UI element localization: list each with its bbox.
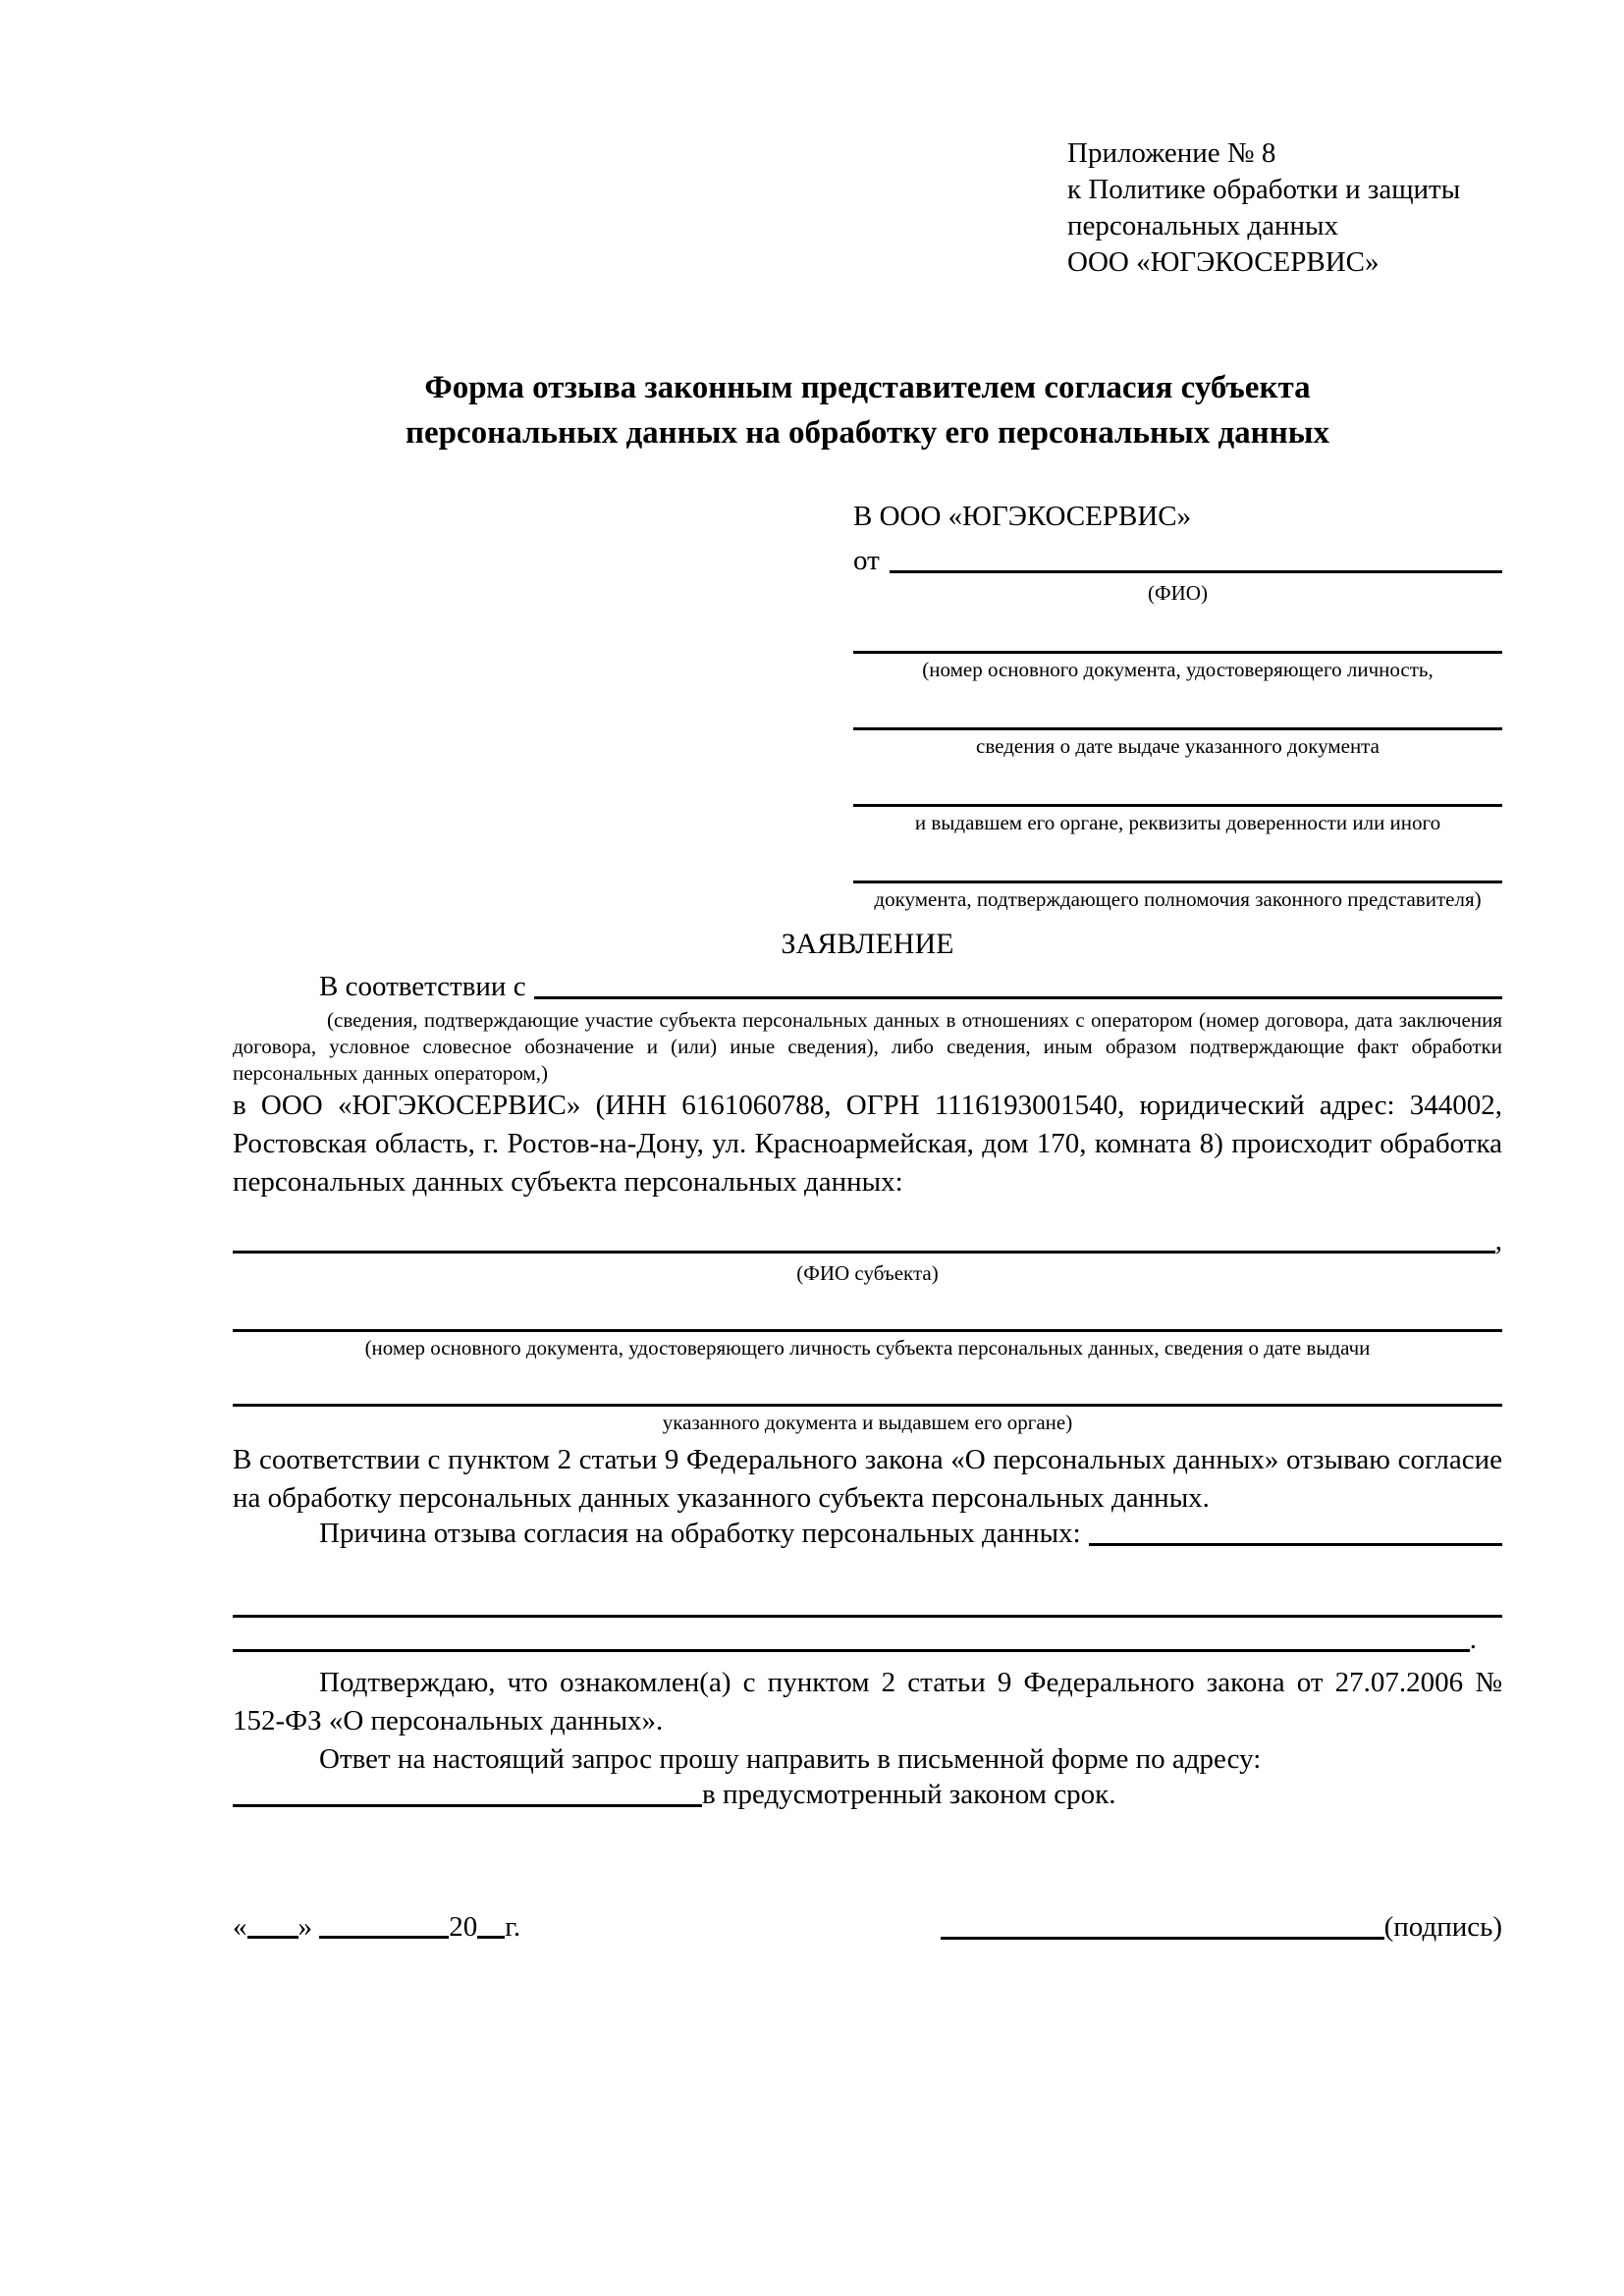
in-accordance-blank (534, 996, 1502, 999)
field-caption-issue-date: сведения о дате выдаче указанного документа (976, 734, 1380, 758)
addressee-to: В ООО «ЮГЭКОСЕРВИС» (853, 501, 1192, 532)
from-name-blank (890, 570, 1502, 573)
addressee-block (853, 501, 1502, 912)
confirm-paragraph: Подтверждаю, что ознакомлен(а) с пунктом 2 статьи 9 Федерального закона от 27.07.2006 № 152-ФЗ «О персональных данных». (233, 1667, 1502, 1736)
response-address-line (233, 1779, 1502, 1811)
date-day-blank (247, 1936, 298, 1939)
reason-label: Причина отзыва согласия на обработку персональных данных: (319, 1518, 1081, 1549)
subject-name-blank (233, 1251, 1495, 1254)
subject-caption-fio: (ФИО субъекта) (796, 1261, 939, 1285)
document-number-blank (853, 606, 1502, 654)
field-caption-fio: (ФИО) (1148, 581, 1208, 605)
date-quote-open: « (233, 1911, 247, 1943)
date-quote-close: » (298, 1911, 312, 1943)
document-content (233, 0, 1502, 1944)
from-label: от (853, 545, 880, 576)
operator-paragraph: в ООО «ЮГЭКОСЕРВИС» (ИНН 6161060788, ОГРН 1116193001540, юридический адрес: 344002, Ростовская область, г. Ростов-на-Дону, ул. Красноармейская, дом 170, комната 8) происходит обработка персональных данных субъекта персональных данных: (233, 1090, 1502, 1198)
withdrawal-paragraph: В соответствии с пунктом 2 статьи 9 Федерального закона «О персональных данных» отзываю согласие на обработку персональных данных указанного субъекта персональных данных. (233, 1444, 1502, 1514)
fine-print-note: (сведения, подтверждающие участие субъекта персональных данных в отношениях с оператором (номер договора, дата заключения договора, условное словесное обозначение и (или) иные сведения), либо сведения, иным образом подтверждающие факт обработки персональных данных оператором,) (233, 1008, 1502, 1085)
statement-heading: ЗАЯВЛЕНИЕ (781, 928, 954, 960)
signature-blank (941, 1937, 1384, 1940)
field-caption-authority: и выдавшем его органе, реквизиты доверенности или иного (914, 811, 1441, 834)
document-title: Форма отзыва законным представителем согласия субъекта персональных данных на обработку его персональных данных (406, 370, 1329, 451)
subject-name-line (233, 1225, 1502, 1257)
reason-blank (1089, 1543, 1502, 1546)
date-year-blank (477, 1936, 505, 1939)
response-suffix: в предусмотренный законом срок. (702, 1779, 1116, 1810)
in-accordance-label: В соответствии с (319, 971, 526, 1002)
date-month-blank (319, 1936, 449, 1939)
reason-continuation-line-2 (233, 1624, 1502, 1656)
reason-continuation-blank-2 (233, 1649, 1470, 1652)
response-paragraph: Ответ на настоящий запрос прошу направить в письменной форме по адресу: (319, 1743, 1262, 1775)
subject-authority-blank (233, 1361, 1502, 1407)
field-caption-poa: документа, подтверждающего полномочия законного представителя) (874, 887, 1482, 911)
date-year-suffix: г. (505, 1911, 521, 1943)
signature-line (941, 1911, 1502, 1944)
subject-doc-blank (233, 1286, 1502, 1332)
issuing-authority-blank (853, 759, 1502, 807)
response-address-blank (233, 1804, 702, 1807)
from-line (853, 545, 1502, 577)
appendix-line: ООО «ЮГЭКОСЕРВИС» (1067, 246, 1380, 278)
footer (233, 1911, 1502, 1944)
appendix-line: Приложение № 8 (1067, 137, 1276, 169)
subject-caption-doc: (номер основного документа, удостоверяющего личность субъекта персональных данных, сведения о дате выдачи (364, 1336, 1371, 1360)
subject-caption-authority: указанного документа и выдавшем его органе) (662, 1411, 1073, 1434)
appendix-line: к Политике обработки и защиты (1067, 174, 1461, 205)
date-year-prefix: 20 (449, 1911, 478, 1943)
in-accordance-line (233, 971, 1502, 1003)
reason-line-suffix: . (1469, 1624, 1477, 1655)
reason-continuation-blank-1 (233, 1550, 1502, 1618)
issue-date-blank (853, 682, 1502, 730)
power-of-attorney-blank (853, 835, 1502, 883)
signature-caption: (подпись) (1383, 1911, 1502, 1943)
field-caption-doc-number: (номер основного документа, удостоверяющего личность, (922, 658, 1434, 681)
appendix-block (1067, 135, 1502, 281)
date-line (233, 1911, 520, 1944)
appendix-line: персональных данных (1067, 210, 1339, 241)
subject-line-suffix: , (1494, 1225, 1502, 1256)
reason-line (233, 1518, 1502, 1550)
